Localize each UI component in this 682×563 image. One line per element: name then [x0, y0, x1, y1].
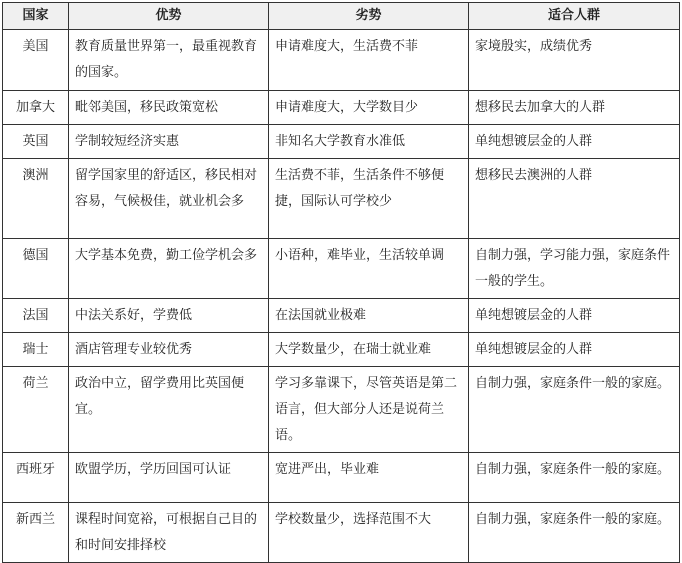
pros-cell: 政治中立，留学费用比英国便宜。 [69, 367, 269, 453]
cons-cell: 小语种，难毕业，生活较单调 [269, 239, 469, 299]
fit-cell: 想移民去加拿大的人群 [469, 91, 680, 125]
header-cons: 劣势 [269, 3, 469, 30]
cons-cell: 学习多靠课下，尽管英语是第二语言，但大部分人还是说荷兰语。 [269, 367, 469, 453]
fit-cell: 想移民去澳洲的人群 [469, 159, 680, 239]
table-row [3, 125, 680, 159]
table-row [3, 503, 680, 563]
pros-cell: 课程时间宽裕，可根据自己目的和时间安排择校 [69, 503, 269, 563]
header-pros: 优势 [69, 3, 269, 30]
study-abroad-comparison-table [2, 2, 680, 563]
table-row [3, 30, 680, 91]
table-row [3, 333, 680, 367]
table-row [3, 367, 680, 453]
pros-cell: 中法关系好，学费低 [69, 299, 269, 333]
fit-cell: 单纯想镀层金的人群 [469, 333, 680, 367]
table-row [3, 299, 680, 333]
cons-cell: 申请难度大，大学数目少 [269, 91, 469, 125]
cons-cell: 在法国就业极难 [269, 299, 469, 333]
cons-cell: 大学数量少，在瑞士就业难 [269, 333, 469, 367]
country-cell: 澳洲 [3, 159, 69, 239]
pros-cell: 欧盟学历，学历回国可认证 [69, 453, 269, 503]
table-row [3, 159, 680, 239]
header-row [3, 3, 680, 30]
fit-cell: 单纯想镀层金的人群 [469, 125, 680, 159]
pros-cell: 教育质量世界第一，最重视教育的国家。 [69, 30, 269, 91]
table-row [3, 239, 680, 299]
country-cell: 德国 [3, 239, 69, 299]
cons-cell: 生活费不菲，生活条件不够便捷，国际认可学校少 [269, 159, 469, 239]
cons-cell: 宽进严出，毕业难 [269, 453, 469, 503]
country-cell: 荷兰 [3, 367, 69, 453]
pros-cell: 酒店管理专业较优秀 [69, 333, 269, 367]
pros-cell: 学制较短经济实惠 [69, 125, 269, 159]
fit-cell: 家境殷实，成绩优秀 [469, 30, 680, 91]
cons-cell: 申请难度大，生活费不菲 [269, 30, 469, 91]
table-row [3, 453, 680, 503]
header-country: 国家 [3, 3, 69, 30]
fit-cell: 自制力强，学习能力强，家庭条件一般的学生。 [469, 239, 680, 299]
country-cell: 法国 [3, 299, 69, 333]
pros-cell: 大学基本免费，勤工俭学机会多 [69, 239, 269, 299]
country-cell: 加拿大 [3, 91, 69, 125]
country-cell: 新西兰 [3, 503, 69, 563]
pros-cell: 毗邻美国，移民政策宽松 [69, 91, 269, 125]
cons-cell: 学校数量少，选择范围不大 [269, 503, 469, 563]
fit-cell: 自制力强，家庭条件一般的家庭。 [469, 453, 680, 503]
country-cell: 西班牙 [3, 453, 69, 503]
pros-cell: 留学国家里的舒适区，移民相对容易，气候极佳，就业机会多 [69, 159, 269, 239]
country-cell: 瑞士 [3, 333, 69, 367]
table-body [3, 30, 680, 563]
table-row [3, 91, 680, 125]
cons-cell: 非知名大学教育水准低 [269, 125, 469, 159]
country-cell: 美国 [3, 30, 69, 91]
header-fit: 适合人群 [469, 3, 680, 30]
fit-cell: 自制力强，家庭条件一般的家庭。 [469, 503, 680, 563]
country-cell: 英国 [3, 125, 69, 159]
fit-cell: 单纯想镀层金的人群 [469, 299, 680, 333]
fit-cell: 自制力强，家庭条件一般的家庭。 [469, 367, 680, 453]
